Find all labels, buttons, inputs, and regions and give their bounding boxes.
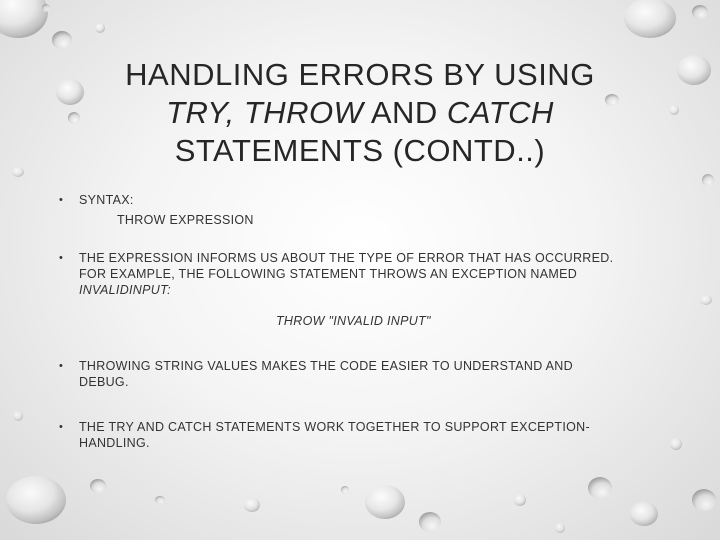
bullet-dot: • bbox=[59, 360, 64, 372]
syntax-example: THROW EXPRESSION bbox=[117, 213, 254, 227]
title-line-3: STATEMENTS (CONTD..) bbox=[174, 133, 546, 168]
title-line-1: HANDLING ERRORS BY USING bbox=[125, 57, 595, 92]
slide-title bbox=[80, 56, 640, 170]
bullet-expression-line-1: THE EXPRESSION INFORMS US ABOUT THE TYPE OF ERROR THAT HAS OCCURRED. bbox=[79, 251, 614, 265]
bullet-dot: • bbox=[59, 194, 64, 206]
code-example: THROW "INVALID INPUT" bbox=[276, 314, 431, 328]
bullet-try-catch bbox=[58, 419, 590, 451]
title-and: AND bbox=[370, 95, 438, 130]
bullet-dot: • bbox=[59, 421, 64, 433]
title-throw: THROW bbox=[243, 95, 364, 130]
bullet-string-values-line-1: THROWING STRING VALUES MAKES THE CODE EASIER TO UNDERSTAND AND bbox=[79, 359, 573, 373]
bullet-try-catch-line-1: THE TRY AND CATCH STATEMENTS WORK TOGETHER TO SUPPORT EXCEPTION- bbox=[79, 420, 590, 434]
title-catch: CATCH bbox=[446, 95, 554, 130]
bullet-expression-line-3: INVALIDINPUT: bbox=[79, 283, 171, 297]
bullet-expression-line-2: FOR EXAMPLE, THE FOLLOWING STATEMENT THROWS AN EXCEPTION NAMED bbox=[79, 267, 578, 281]
bullet-syntax bbox=[58, 192, 254, 228]
bullet-try-catch-line-2: HANDLING. bbox=[79, 436, 150, 450]
bullet-string-values-line-2: DEBUG. bbox=[79, 375, 129, 389]
bullet-syntax-label: SYNTAX: bbox=[79, 193, 134, 207]
bullet-expression bbox=[58, 250, 613, 298]
title-line-2 bbox=[80, 94, 640, 132]
bullet-string-values bbox=[58, 358, 573, 390]
title-try: TRY, bbox=[166, 95, 235, 130]
bullet-dot: • bbox=[59, 252, 64, 264]
